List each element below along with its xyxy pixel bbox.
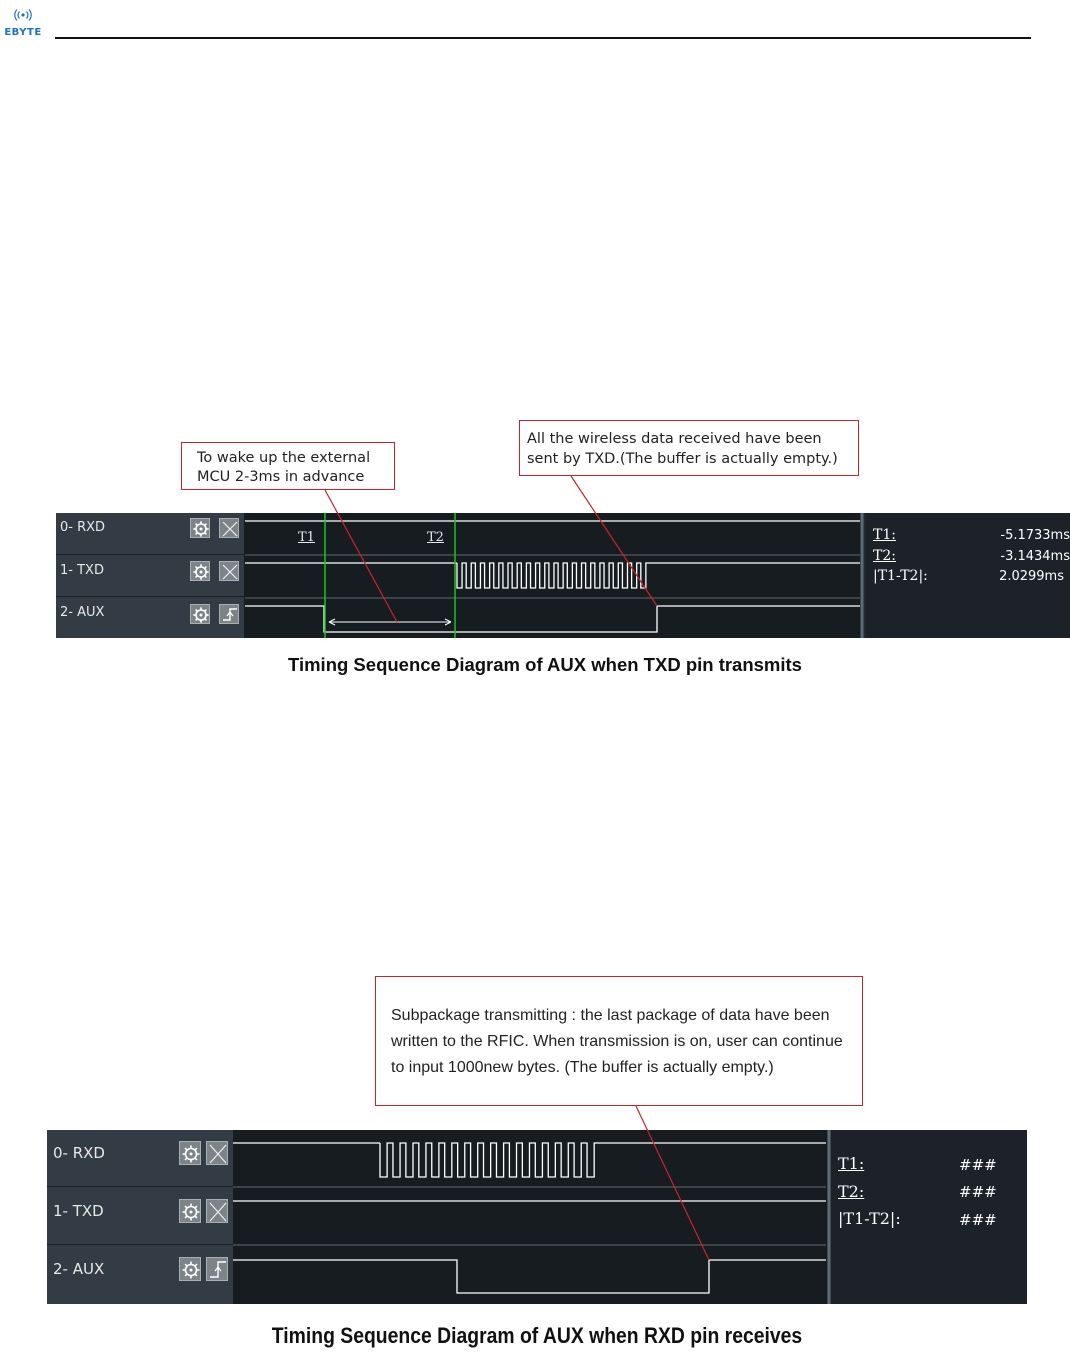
diff-value: ### <box>959 1211 997 1229</box>
t1-value: ### <box>959 1156 997 1174</box>
rxd-pulse-train <box>380 1143 600 1177</box>
t2-value: -3.1434ms <box>1000 549 1070 564</box>
diff-label: |T1-T2|: <box>873 568 928 584</box>
t2-label: T2: <box>838 1182 865 1201</box>
channel-label: 0- RXD <box>60 520 106 535</box>
callout-line: Subpackage transmitting : the last package of data have been <box>391 1007 830 1024</box>
channel-label: 1- TXD <box>60 563 104 578</box>
diff-label: |T1-T2|: <box>838 1209 901 1228</box>
t2-label: T2: <box>873 548 896 564</box>
t2-value: ### <box>959 1183 997 1201</box>
cursor-t2-label[interactable]: T2 <box>427 530 444 545</box>
callout-line: To wake up the external <box>197 450 371 466</box>
channel-label: 0- RXD <box>53 1144 105 1162</box>
channel-label: 2- AUX <box>60 605 105 620</box>
callout-line: written to the RFIC. When transmission is on, user can continue <box>391 1033 843 1050</box>
channel-label: 1- TXD <box>53 1202 104 1220</box>
callout-line: MCU 2-3ms in advance <box>197 469 365 485</box>
channel-label: 2- AUX <box>53 1260 105 1278</box>
cursor-t1-label[interactable]: T1 <box>298 530 315 545</box>
t1-value: -5.1733ms <box>1000 528 1070 543</box>
logo-text: EBYTE <box>4 27 42 38</box>
figure1-caption: Timing Sequence Diagram of AUX when TXD pin transmits <box>288 654 802 675</box>
t1-label: T1: <box>838 1154 865 1173</box>
callout-line: to input 1000new bytes. (The buffer is actually empty.) <box>391 1059 774 1076</box>
callout-line: sent by TXD.(The buffer is actually empty.) <box>527 451 838 467</box>
callout-line: All the wireless data received have been <box>527 431 822 447</box>
diff-value: 2.0299ms <box>999 569 1064 584</box>
aux-signal <box>233 1260 826 1293</box>
figure2-caption: Timing Sequence Diagram of AUX when RXD pin receives <box>271 1323 803 1348</box>
t1-label: T1: <box>873 527 896 543</box>
callout-leader <box>636 1106 709 1260</box>
